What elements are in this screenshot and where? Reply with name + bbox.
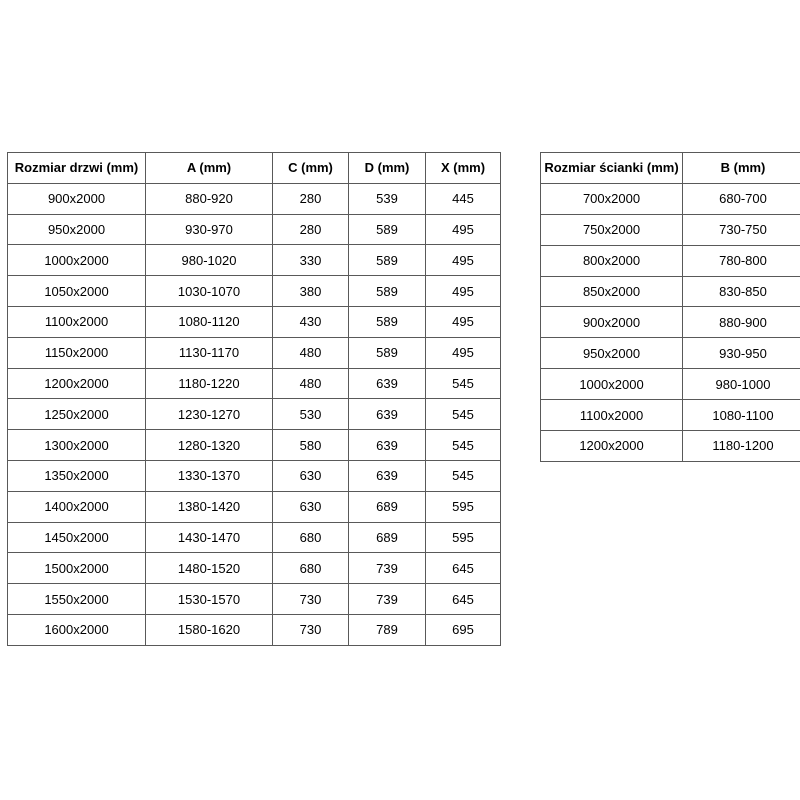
table-cell: 1500x2000 bbox=[8, 553, 146, 584]
table-cell: 980-1020 bbox=[146, 245, 273, 276]
table-cell: 689 bbox=[349, 491, 426, 522]
table-cell: 1200x2000 bbox=[8, 368, 146, 399]
table-cell: 1600x2000 bbox=[8, 614, 146, 645]
table-cell: 950x2000 bbox=[8, 214, 146, 245]
table-cell: 980-1000 bbox=[683, 369, 800, 400]
column-header: B (mm) bbox=[683, 153, 800, 184]
table-cell: 595 bbox=[426, 522, 501, 553]
table-cell: 589 bbox=[349, 337, 426, 368]
table-row bbox=[541, 431, 800, 462]
wall-sizes-table-body bbox=[541, 183, 800, 461]
wall-sizes-table bbox=[540, 152, 800, 462]
column-header: A (mm) bbox=[146, 153, 273, 184]
table-cell: 1150x2000 bbox=[8, 337, 146, 368]
wall-sizes-header-row bbox=[541, 153, 800, 184]
table-cell: 950x2000 bbox=[541, 338, 683, 369]
table-row bbox=[8, 306, 501, 337]
table-cell: 1100x2000 bbox=[8, 306, 146, 337]
table-cell: 480 bbox=[273, 337, 349, 368]
table-cell: 645 bbox=[426, 584, 501, 615]
table-row bbox=[541, 400, 800, 431]
table-cell: 1380-1420 bbox=[146, 491, 273, 522]
table-cell: 545 bbox=[426, 460, 501, 491]
table-cell: 930-950 bbox=[683, 338, 800, 369]
table-cell: 730-750 bbox=[683, 214, 800, 245]
table-row bbox=[8, 553, 501, 584]
table-cell: 545 bbox=[426, 368, 501, 399]
table-row bbox=[8, 614, 501, 645]
table-cell: 495 bbox=[426, 214, 501, 245]
table-cell: 495 bbox=[426, 276, 501, 307]
table-cell: 1050x2000 bbox=[8, 276, 146, 307]
table-cell: 680-700 bbox=[683, 183, 800, 214]
table-cell: 430 bbox=[273, 306, 349, 337]
table-cell: 1400x2000 bbox=[8, 491, 146, 522]
door-sizes-table-head bbox=[8, 153, 501, 184]
table-cell: 639 bbox=[349, 368, 426, 399]
table-cell: 1350x2000 bbox=[8, 460, 146, 491]
table-cell: 645 bbox=[426, 553, 501, 584]
table-cell: 1030-1070 bbox=[146, 276, 273, 307]
door-sizes-table-body bbox=[8, 183, 501, 645]
table-cell: 589 bbox=[349, 306, 426, 337]
table-row bbox=[8, 399, 501, 430]
table-row bbox=[8, 368, 501, 399]
table-row bbox=[541, 245, 800, 276]
table-cell: 1250x2000 bbox=[8, 399, 146, 430]
table-row bbox=[541, 369, 800, 400]
table-cell: 1080-1100 bbox=[683, 400, 800, 431]
table-cell: 1280-1320 bbox=[146, 430, 273, 461]
table-cell: 1180-1220 bbox=[146, 368, 273, 399]
table-cell: 680 bbox=[273, 522, 349, 553]
table-cell: 880-920 bbox=[146, 183, 273, 214]
door-sizes-header-row bbox=[8, 153, 501, 184]
table-row bbox=[8, 491, 501, 522]
table-cell: 680 bbox=[273, 553, 349, 584]
column-header: Rozmiar drzwi (mm) bbox=[8, 153, 146, 184]
table-cell: 1330-1370 bbox=[146, 460, 273, 491]
table-row bbox=[541, 307, 800, 338]
table-cell: 789 bbox=[349, 614, 426, 645]
table-cell: 545 bbox=[426, 399, 501, 430]
table-cell: 1550x2000 bbox=[8, 584, 146, 615]
table-row bbox=[8, 214, 501, 245]
table-cell: 695 bbox=[426, 614, 501, 645]
table-cell: 1480-1520 bbox=[146, 553, 273, 584]
table-row bbox=[541, 276, 800, 307]
table-row bbox=[541, 338, 800, 369]
table-cell: 689 bbox=[349, 522, 426, 553]
table-cell: 1200x2000 bbox=[541, 431, 683, 462]
table-cell: 880-900 bbox=[683, 307, 800, 338]
table-cell: 280 bbox=[273, 214, 349, 245]
table-row bbox=[8, 337, 501, 368]
table-row bbox=[541, 214, 800, 245]
table-row bbox=[8, 584, 501, 615]
table-cell: 1080-1120 bbox=[146, 306, 273, 337]
table-cell: 545 bbox=[426, 430, 501, 461]
table-cell: 630 bbox=[273, 491, 349, 522]
table-cell: 1000x2000 bbox=[8, 245, 146, 276]
wall-sizes-table-head bbox=[541, 153, 800, 184]
table-cell: 1230-1270 bbox=[146, 399, 273, 430]
table-cell: 1430-1470 bbox=[146, 522, 273, 553]
table-cell: 630 bbox=[273, 460, 349, 491]
table-cell: 330 bbox=[273, 245, 349, 276]
table-cell: 639 bbox=[349, 399, 426, 430]
table-cell: 750x2000 bbox=[541, 214, 683, 245]
table-cell: 595 bbox=[426, 491, 501, 522]
table-row bbox=[8, 430, 501, 461]
table-cell: 850x2000 bbox=[541, 276, 683, 307]
table-cell: 589 bbox=[349, 214, 426, 245]
table-row bbox=[8, 183, 501, 214]
column-header: D (mm) bbox=[349, 153, 426, 184]
table-cell: 1300x2000 bbox=[8, 430, 146, 461]
column-header: X (mm) bbox=[426, 153, 501, 184]
table-cell: 730 bbox=[273, 584, 349, 615]
table-cell: 445 bbox=[426, 183, 501, 214]
column-header: Rozmiar ścianki (mm) bbox=[541, 153, 683, 184]
table-cell: 495 bbox=[426, 306, 501, 337]
table-cell: 700x2000 bbox=[541, 183, 683, 214]
table-cell: 639 bbox=[349, 430, 426, 461]
table-cell: 1000x2000 bbox=[541, 369, 683, 400]
table-cell: 589 bbox=[349, 245, 426, 276]
table-row bbox=[541, 183, 800, 214]
table-row bbox=[8, 245, 501, 276]
table-cell: 1100x2000 bbox=[541, 400, 683, 431]
table-cell: 930-970 bbox=[146, 214, 273, 245]
table-row bbox=[8, 522, 501, 553]
table-row bbox=[8, 276, 501, 307]
table-row bbox=[8, 460, 501, 491]
table-cell: 739 bbox=[349, 584, 426, 615]
table-cell: 480 bbox=[273, 368, 349, 399]
table-cell: 1580-1620 bbox=[146, 614, 273, 645]
table-cell: 539 bbox=[349, 183, 426, 214]
table-cell: 589 bbox=[349, 276, 426, 307]
table-cell: 280 bbox=[273, 183, 349, 214]
table-cell: 730 bbox=[273, 614, 349, 645]
table-cell: 580 bbox=[273, 430, 349, 461]
table-cell: 639 bbox=[349, 460, 426, 491]
table-cell: 830-850 bbox=[683, 276, 800, 307]
table-cell: 739 bbox=[349, 553, 426, 584]
table-cell: 495 bbox=[426, 245, 501, 276]
column-header: C (mm) bbox=[273, 153, 349, 184]
table-cell: 1130-1170 bbox=[146, 337, 273, 368]
table-cell: 780-800 bbox=[683, 245, 800, 276]
table-cell: 1530-1570 bbox=[146, 584, 273, 615]
table-cell: 1450x2000 bbox=[8, 522, 146, 553]
table-cell: 495 bbox=[426, 337, 501, 368]
door-sizes-table bbox=[7, 152, 501, 646]
table-cell: 530 bbox=[273, 399, 349, 430]
table-cell: 380 bbox=[273, 276, 349, 307]
table-cell: 900x2000 bbox=[541, 307, 683, 338]
table-cell: 1180-1200 bbox=[683, 431, 800, 462]
table-cell: 900x2000 bbox=[8, 183, 146, 214]
table-cell: 800x2000 bbox=[541, 245, 683, 276]
